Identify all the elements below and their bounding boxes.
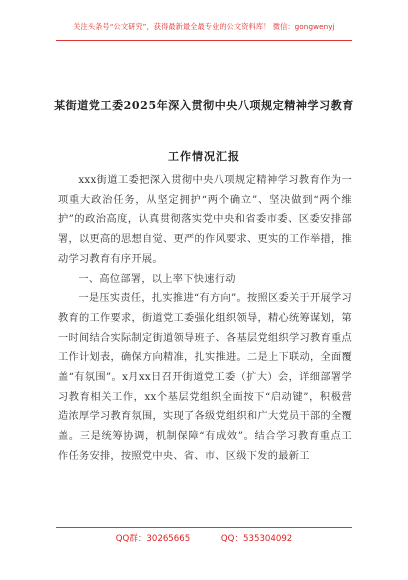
footer-contacts (0, 532, 408, 544)
section-heading: 一、高位部署，以上率下快速行动 (78, 273, 236, 285)
footer-divider (56, 527, 352, 528)
paragraph-intro: xxx街道工委把深入贯彻中央八项规定精神学习教育作为一项重大政治任务，从坚定拥护“两个确立”、坚决做到“两个维护”的政治高度，认真贯彻落实党中央和省委市委、区委安排部署，以更高的思想自觉、更严的作风要求、更实的工作举措，推动学习教育有序开展。 (58, 175, 352, 265)
document-title: 某街道党工委2025年深入贯彻中央八项规定精神学习教育 (54, 99, 354, 112)
footer-qq-group: QQ群：30265665 (115, 534, 191, 544)
paragraph-section-1: 一是压实责任，扎实推进“有方向”。按照区委关于开展学习教育的工作要求，街道党工委强化组织领导，精心统筹谋划，第一时间结合实际制定街道领导班子、各基层党组织学习教育重点工作计划表，确保方向精准，扎实推进。二是上下联动，全面覆盖“有氛围”。x月xx日召开街道党工委（扩大）会，详细部署学习教育相关工作，xx个基层党组织全面按下“启动键”，积极营造浓厚学习教育氛围，实现了各级党组织和广大党员干部的全覆盖。三是统筹协调，机制保障“有成效”。结合学习教育重点工作任务安排，按照党中央、省、市、区级下发的最新工 (58, 293, 352, 462)
footer-qq: QQ：535304092 (220, 534, 293, 544)
header-divider (56, 40, 352, 41)
document-body (58, 171, 352, 467)
document-subtitle: 工作情况汇报 (168, 150, 240, 163)
header-notice: 关注头条号“公文研究”，获得最新最全最专业的公文资料库！ 微信：gongwenyj (73, 22, 335, 31)
